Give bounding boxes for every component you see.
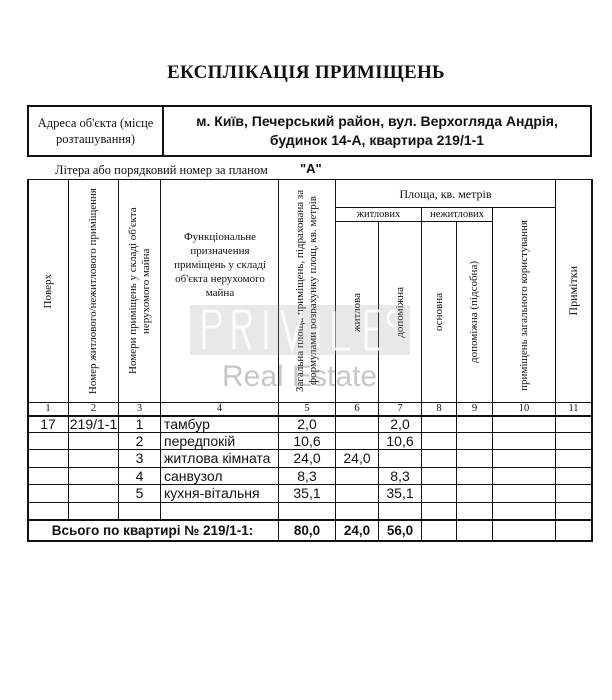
address-label [29,107,162,155]
column-number: 10 [518,403,530,414]
cell-living [336,485,378,502]
header-notes-text: Примітки [566,266,580,316]
cell-purpose: житлова кімната [164,450,271,466]
header-res-living-text: житлова [350,292,363,332]
header-nonres-auxiliary [457,222,492,402]
column-number: 9 [471,403,478,414]
cell-aux: 8,3 [390,468,410,484]
litera-label: Літера або порядковий номер за планом [55,163,268,177]
header-floor [28,180,68,402]
cell-aux: 10,6 [386,433,414,449]
cell-room: 3 [135,450,144,466]
cell-purpose: тамбур [164,416,210,432]
cell-unit [69,485,118,502]
cell-living [336,468,378,485]
column-number: 2 [90,403,97,414]
cell-living [336,416,378,433]
cell-unit: 219/1-1 [69,416,118,432]
address-label-text: Адреса об'єкта (місце розташування) [37,116,154,146]
header-common-use-text: приміщень загального користування [517,219,530,391]
cell-purpose: санвузол [164,468,223,484]
column-number: 5 [304,403,310,414]
total-label: Всього по квартирі № 219/1-1: [51,523,254,538]
cell-purpose: кухня-вітальня [164,485,260,501]
litera-value: "А" [300,161,322,176]
header-nonres-main [422,222,456,402]
cell-room: 5 [135,485,144,501]
header-nonresidential [422,208,492,221]
cell-room: 1 [135,416,144,432]
cell-floor [28,468,68,485]
header-res-auxiliary [379,222,421,402]
column-number: 7 [397,403,403,414]
header-notes [556,180,591,402]
header-area-group [336,180,555,207]
column-number: 11 [568,403,579,414]
column-number: 1 [45,403,51,414]
cell-purpose: передпокій [164,433,236,449]
address-value [164,107,590,155]
cell-floor: 17 [40,416,56,432]
header-purpose-text: Функціональне призначення приміщень у складі об'єкта нерухомого майна [174,231,266,299]
header-nonresidential-text: нежитлових [430,208,484,220]
header-nonres-auxiliary-text: допоміжна (підсобна) [468,260,480,364]
cell-total: 24,0 [293,450,321,466]
header-purpose [170,190,270,340]
header-unit-number [69,180,118,402]
cell-aux: 35,1 [386,485,414,501]
cell-unit [69,450,118,467]
table-right-border [591,179,593,542]
cell-total: 2,0 [297,416,317,432]
header-residential-text: житлових [356,208,401,220]
header-area-group-text: Площа, кв. метрів [399,186,492,201]
header-residential [336,208,421,221]
cell-living [336,433,378,450]
table-bottom-border [27,540,593,542]
header-nonres-main-text: основна [432,292,445,331]
cell-unit [69,468,118,485]
cell-room: 2 [135,433,144,449]
cell-floor [28,485,68,502]
cell-aux [379,450,421,467]
address-line-2: будинок 14-А, квартира 219/1-1 [269,132,485,148]
total-row-top-line [27,519,593,521]
address-line-1: м. Київ, Печерський район, вул. Верхогляда Андрія, [196,113,558,129]
header-total-area [279,180,335,402]
header-common-use [493,208,555,402]
column-number: 8 [436,403,442,414]
cell-unit [69,433,118,450]
header-total-area-text: Загальна площа приміщень, підрахована за формулами розрахунку площ, кв. метрів [294,189,319,393]
cell-room: 4 [135,468,144,484]
total-living-value: 24,0 [343,523,371,538]
cell-living: 24,0 [343,450,371,466]
watermark-text: Real Estate [222,360,378,393]
document-title: ЕКСПЛІКАЦІЯ ПРИМІЩЕНЬ [167,62,445,83]
total-aux-value: 56,0 [386,523,414,538]
header-room-numbers [119,180,160,402]
header-res-living [336,222,378,402]
column-number: 6 [354,403,360,414]
header-floor-text: Поверх [41,273,54,309]
cell-floor [28,433,68,450]
header-room-numbers-text: Номери приміщень у складі об'єкта нерухомого майна [126,207,152,375]
cell-total: 35,1 [293,485,321,501]
column-number: 3 [136,403,143,414]
total-area-value: 80,0 [293,523,321,538]
row-line [27,502,593,503]
cell-floor [28,450,68,467]
column-number: 4 [216,403,223,414]
cell-total: 8,3 [297,468,317,484]
cell-total: 10,6 [293,433,321,449]
header-res-auxiliary-text: допоміжна [393,286,406,338]
cell-aux: 2,0 [390,416,410,432]
header-unit-number-text: Номер житлового/нежитлового приміщення [86,187,99,395]
